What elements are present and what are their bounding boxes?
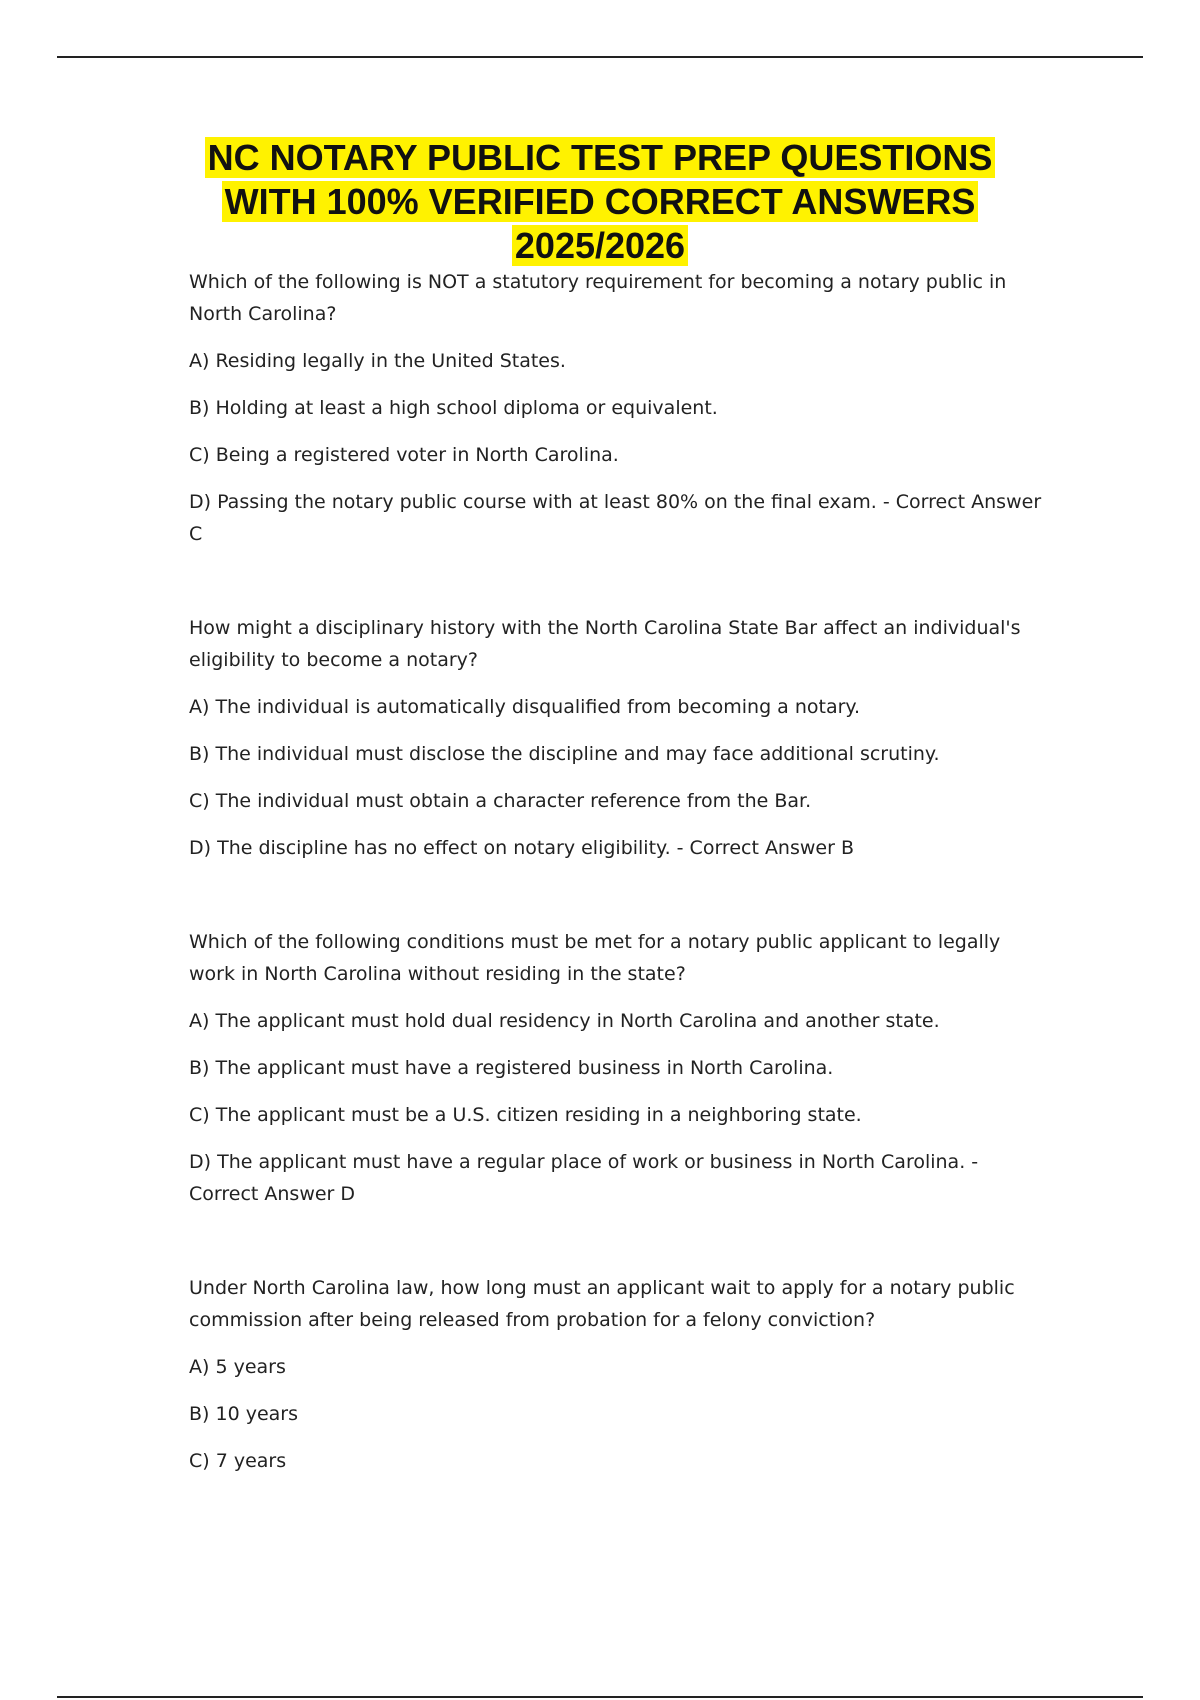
question-text: Which of the following is NOT a statutory requirement for becoming a notary public in North Carolina? [189, 271, 1007, 325]
top-rule [57, 56, 1143, 58]
title-line-3: 2025/2026 [512, 225, 688, 266]
question-block-1 [189, 266, 1049, 550]
question-block-2 [189, 612, 1049, 864]
answer-option-c: C) The applicant must be a U.S. citizen residing in a neighboring state. [189, 1104, 862, 1126]
answer-option-a: A) The applicant must hold dual residency in North Carolina and another state. [189, 1010, 940, 1032]
answer-option-a: A) The individual is automatically disqualified from becoming a notary. [189, 696, 860, 718]
answer-option-b: B) The individual must disclose the discipline and may face additional scrutiny. [189, 743, 940, 765]
answer-option-c: C) 7 years [189, 1450, 287, 1472]
answer-option-c: C) The individual must obtain a character reference from the Bar. [189, 790, 812, 812]
question-block-3 [189, 926, 1049, 1210]
answer-option-b: B) Holding at least a high school diploma or equivalent. [189, 397, 718, 419]
answer-option-b: B) The applicant must have a registered business in North Carolina. [189, 1057, 834, 1079]
answer-option-c: C) Being a registered voter in North Carolina. [189, 444, 619, 466]
answer-option-d: D) Passing the notary public course with at least 80% on the final exam. - Correct Answer C [189, 491, 1042, 545]
question-text: Which of the following conditions must be met for a notary public applicant to legally work in North Carolina without residing in the state? [189, 931, 1001, 985]
bottom-rule [57, 1696, 1143, 1698]
answer-option-b: B) 10 years [189, 1403, 298, 1425]
question-text: Under North Carolina law, how long must an applicant wait to apply for a notary public commission after being released from probation for a felony conviction? [189, 1277, 1015, 1331]
question-list [189, 266, 1049, 1539]
question-block-4 [189, 1272, 1049, 1477]
title-line-1: NC NOTARY PUBLIC TEST PREP QUESTIONS [205, 137, 996, 178]
document-title [0, 136, 1200, 268]
answer-option-a: A) Residing legally in the United States. [189, 350, 566, 372]
answer-option-a: A) 5 years [189, 1356, 286, 1378]
answer-option-d: D) The applicant must have a regular place of work or business in North Carolina. - Correct Answer D [189, 1151, 979, 1205]
question-text: How might a disciplinary history with the North Carolina State Bar affect an individual's eligibility to become a notary? [189, 617, 1021, 671]
answer-option-d: D) The discipline has no effect on notary eligibility. - Correct Answer B [189, 837, 854, 859]
title-line-2: WITH 100% VERIFIED CORRECT ANSWERS [222, 181, 979, 222]
